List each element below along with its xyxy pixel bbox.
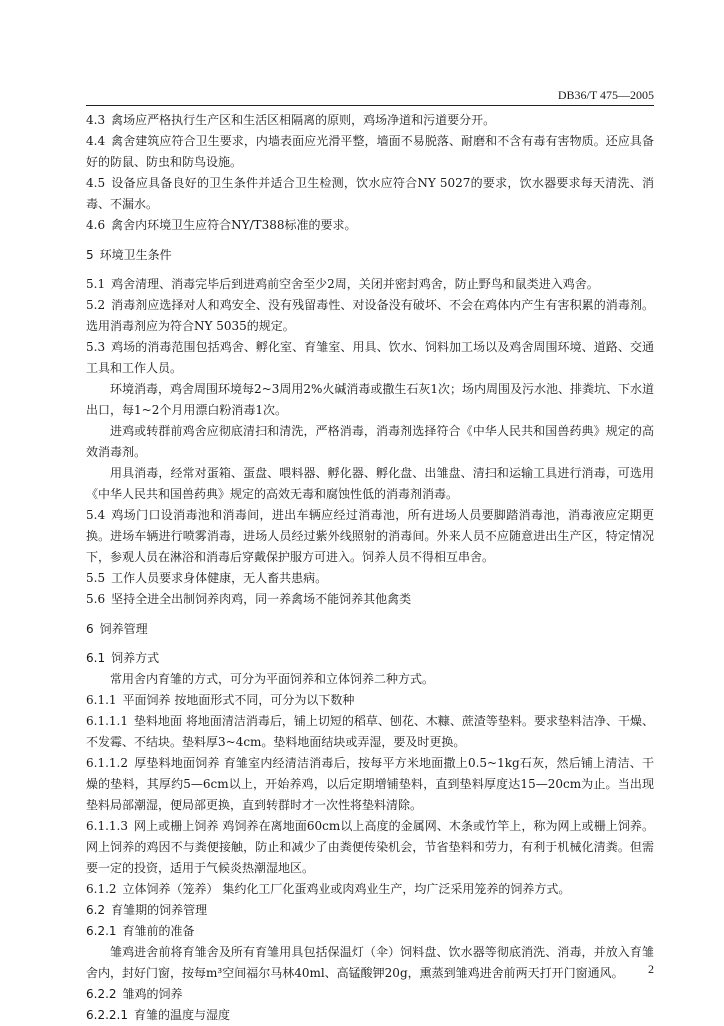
clause-text: 设备应具备良好的卫生条件并适合卫生检测，饮水应符合NY 5027的要求，饮水器要求每天清洗、消毒、不漏水。 (86, 176, 654, 211)
clause-6-1-2 (86, 879, 654, 900)
paragraph-house-disinfection: 进鸡或转群前鸡舍应彻底清扫和清洗，严格消毒，消毒剂选择符合《中华人民共和国兽药典》规定的高效消毒剂。 (86, 424, 654, 459)
clause-number: 6.1.1 (86, 693, 117, 707)
page-number: 2 (648, 962, 654, 976)
heading-6-2-2-1 (86, 1005, 654, 1026)
heading-title: 育雏的温度与湿度 (133, 1008, 230, 1022)
clause-number: 5.3 (86, 340, 106, 354)
clause-text: 禽舍内环境卫生应符合NY/T388标准的要求。 (111, 218, 357, 232)
clause-text: 平面饲养 按地面形式不同，可分为以下数种 (122, 693, 355, 707)
paragraph-environment-disinfection: 环境消毒，鸡舍周围环境每2~3周用2%火碱消毒或撒生石灰1次；场内周围及污水池、排粪坑、下水道出口，每1~2个月用漂白粉消毒1次。 (86, 382, 654, 417)
clause-number: 4.6 (86, 218, 106, 232)
header-rule (86, 105, 654, 106)
clause-text: 消毒剂应选择对人和鸡安全、没有残留毒性、对设备没有破坏、不会在鸡体内产生有害积累的消毒剂。选用消毒剂应为符合NY 5035的规定。 (86, 298, 654, 333)
clause-6-1-1-3 (86, 816, 654, 879)
clause-text: 禽舍建筑应符合卫生要求，内墙表面应光滑平整，墙面不易脱落、耐磨和不含有毒有害物质。还应具备好的防鼠、防虫和防鸟设施。 (86, 134, 654, 169)
document-code: DB36/T 475—2005 (557, 88, 654, 102)
clause-6-1-1 (86, 690, 654, 711)
heading-number: 6.2.2 (86, 987, 117, 1001)
clause-number: 6.1.1.2 (86, 756, 128, 770)
clause-number: 4.4 (86, 134, 106, 148)
section-number: 5 (86, 248, 94, 262)
clause-text: 厚垫料地面饲养 育雏室内经清洁消毒后，按每平方米地面撒上0.5~1kg石灰，然后铺上清洁、干燥的垫料，其厚约5—6cm以上，开始养鸡，以后定期增铺垫料，直到垫料厚度达15—20cm为止。当出现垫料局部潮湿，便局部更换，直到转群时才一次性将垫料清除。 (86, 756, 654, 812)
clause-text: 垫料地面 将地面清洁消毒后，铺上切短的稻草、刨花、木糠、蔗渣等垫料。要求垫料洁净、干燥、不发霉、不结块。垫料厚3~4cm。垫料地面结块或弄湿，要及时更换。 (86, 714, 654, 749)
clause-number: 5.5 (86, 571, 106, 585)
heading-6-1 (86, 648, 654, 669)
clause-4-4 (86, 131, 654, 173)
clause-4-5 (86, 173, 654, 215)
clause-number: 6.1.2 (86, 882, 117, 896)
heading-title: 雏鸡的饲养 (122, 987, 183, 1001)
clause-text: 禽场应严格执行生产区和生活区相隔离的原则，鸡场净道和污道要分开。 (111, 113, 496, 127)
clause-number: 4.5 (86, 176, 106, 190)
section-number: 6 (86, 622, 94, 636)
heading-title: 育雏前的准备 (122, 924, 195, 938)
heading-title: 饲养方式 (111, 651, 160, 665)
clause-text: 立体饲养（笼养） 集约化工厂化蛋鸡业或肉鸡业生产，均广泛采用笼养的饲养方式。 (122, 882, 571, 896)
heading-number: 6.1 (86, 651, 106, 665)
clause-5-4 (86, 505, 654, 568)
clause-5-1 (86, 274, 654, 295)
clause-text: 网上或栅上饲养 鸡饲养在离地面60cm以上高度的金属网、木条或竹竿上，称为网上或栅上饲养。网上饲养的鸡因不与粪便接触，防止和减少了由粪便传染机会，节省垫料和劳力，有利于机械化清粪。但需要一定的投资，适用于气候炎热潮湿地区。 (86, 819, 654, 875)
clause-5-6 (86, 589, 654, 610)
section-5-heading (86, 245, 654, 266)
heading-title: 育雏期的饲养管理 (111, 903, 208, 917)
clause-number: 5.2 (86, 298, 106, 312)
clause-text: 坚持全进全出制饲养肉鸡，同一养禽场不能饲养其他禽类 (111, 592, 412, 606)
clause-4-6 (86, 215, 654, 236)
heading-6-2 (86, 900, 654, 921)
clause-number: 4.3 (86, 113, 106, 127)
clause-4-3 (86, 110, 654, 131)
clause-number: 5.1 (86, 277, 106, 291)
clause-number: 6.1.1.1 (86, 714, 128, 728)
clause-5-3 (86, 337, 654, 379)
heading-number: 6.2.1 (86, 924, 117, 938)
section-title: 环境卫生条件 (99, 248, 172, 262)
heading-6-2-1 (86, 921, 654, 942)
clause-text: 鸡场的消毒范围包括鸡舍、孵化室、育雏室、用具、饮水、饲料加工场以及鸡舍周围环境、道路、交通工具和工作人员。 (86, 340, 654, 375)
clause-6-1-1-1 (86, 711, 654, 753)
clause-number: 5.6 (86, 592, 106, 606)
clause-5-5 (86, 568, 654, 589)
section-6-heading (86, 619, 654, 640)
heading-number: 6.2 (86, 903, 106, 917)
paragraph-housing-methods: 常用舍内育雏的方式，可分为平面饲养和立体饲养二种方式。 (110, 672, 435, 686)
clause-6-1-1-2 (86, 753, 654, 816)
section-title: 饲养管理 (99, 622, 148, 636)
heading-6-2-2 (86, 984, 654, 1005)
clause-5-2 (86, 295, 654, 337)
clause-number: 6.1.1.3 (86, 819, 128, 833)
document-body (86, 110, 654, 1026)
clause-number: 5.4 (86, 508, 106, 522)
paragraph-equipment-disinfection: 用具消毒，经常对蛋箱、蛋盘、喂料器、孵化器、孵化盘、出雏盘、清扫和运输工具进行消毒，可选用《中华人民共和国兽药典》规定的高效无毒和腐蚀性低的消毒剂消毒。 (86, 466, 654, 501)
clause-text: 工作人员要求身体健康，无人畜共患病。 (111, 571, 328, 585)
clause-text: 鸡场门口设消毒池和消毒间，进出车辆应经过消毒池，所有进场人员要脚踏消毒池，消毒液应定期更换。进场车辆进行喷雾消毒，进场人员经过紫外线照射的消毒间。外来人员不应随意进出生产区，特定情况下，参观人员在淋浴和消毒后穿戴保护服方可进入。饲养人员不得相互串舍。 (86, 508, 654, 564)
clause-text: 鸡舍清理、消毒完毕后到进鸡前空舍至少2周，关闭并密封鸡舍，防止野鸟和鼠类进入鸡舍。 (111, 277, 599, 291)
paragraph-brooding-preparation: 雏鸡进舍前将育雏舍及所有育雏用具包括保温灯（伞）饲料盘、饮水器等彻底消洗、消毒，并放入育雏舍内，封好门窗，按每m³空间福尔马林40ml、高锰酸钾20g，熏蒸到雏鸡进舍前两天打开门窗通风。 (86, 945, 654, 980)
heading-number: 6.2.2.1 (86, 1008, 128, 1022)
